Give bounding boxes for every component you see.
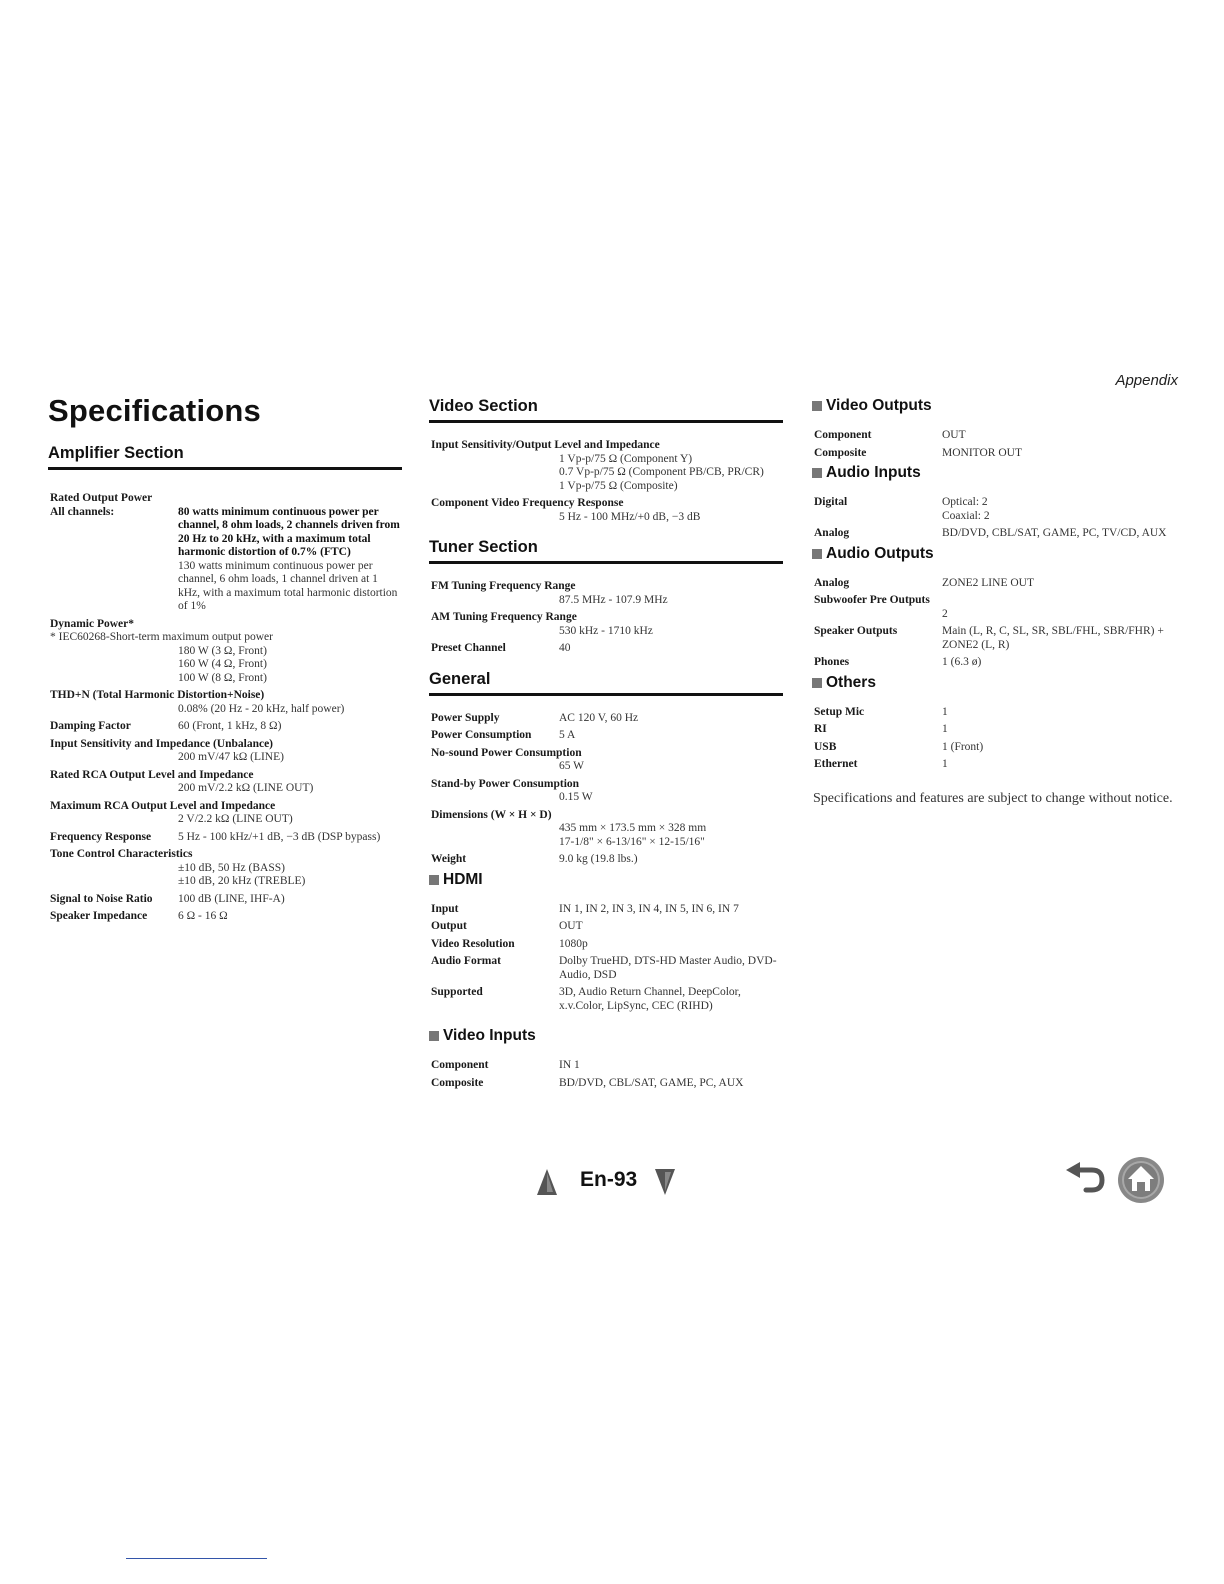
hdmi-audio-row (429, 955, 783, 982)
tone-control-value: ±10 dB, 20 kHz (TREBLE) (178, 875, 306, 887)
video-inputs-component-row (429, 1059, 783, 1073)
fm-label: FM Tuning Frequency Range (431, 580, 576, 592)
video-section-heading: Video Section (429, 397, 783, 423)
speaker-impedance-row (48, 910, 402, 924)
hdmi-supported-value: 3D, Audio Return Channel, DeepColor, x.v.Color, LipSync, CEC (RIHD) (559, 986, 741, 1012)
footer-link-underline (126, 1558, 267, 1559)
standby-label: Stand-by Power Consumption (431, 777, 580, 790)
square-bullet-icon (812, 549, 822, 559)
tuner-section-heading: Tuner Section (429, 538, 783, 564)
setup-mic-label: Setup Mic (814, 705, 865, 718)
amplifier-section-heading: Amplifier Section (48, 444, 402, 470)
speaker-outputs-label: Speaker Outputs (814, 625, 898, 637)
standby-value: 0.15 W (559, 791, 593, 803)
appendix-label: Appendix (1115, 372, 1178, 389)
setup-mic-row (812, 706, 1178, 720)
usb-value: 1 (Front) (942, 740, 984, 753)
frequency-value: 5 Hz - 100 kHz/+1 dB, −3 dB (DSP bypass) (178, 830, 381, 843)
return-arrow-icon[interactable] (1064, 1160, 1108, 1198)
video-outputs-component-row (812, 429, 1178, 443)
input-sensitivity-label: Input Sensitivity and Impedance (Unbalance) (50, 737, 274, 750)
audio-outputs-heading (812, 545, 1178, 563)
input-sensitivity-value: 200 mV/47 kΩ (LINE) (178, 751, 284, 763)
video-outputs-composite-row (812, 447, 1178, 461)
right-column (812, 397, 1178, 808)
tone-control-label: Tone Control Characteristics (50, 848, 193, 860)
snr-value: 100 dB (LINE, IHF-A) (178, 892, 285, 905)
thd-label: THD+N (Total Harmonic Distortion+Noise) (50, 689, 265, 701)
dynamic-power-values (48, 645, 402, 686)
square-bullet-icon (812, 401, 822, 411)
usb-label: USB (814, 740, 837, 753)
weight-value: 9.0 kg (19.8 lbs.) (559, 853, 638, 865)
page-title: Specifications (48, 393, 261, 428)
nosound-label: No-sound Power Consumption (431, 746, 582, 759)
video-inputs-component-value: IN 1 (559, 1059, 580, 1071)
middle-column (429, 397, 783, 1094)
component-freq-label: Component Video Frequency Response (431, 497, 624, 509)
all-channels-value-bold: 80 watts minimum continuous power per channel, 8 ohm loads, 2 channels driven from 20 Hz to 20 kHz, with a maximum total harmonic distortion of 0.7% (FTC) (178, 505, 400, 558)
dynamic-power-note: * IEC60268-Short-term maximum output power (50, 631, 273, 643)
weight-label: Weight (431, 853, 467, 865)
hdmi-input-value: IN 1, IN 2, IN 3, IN 4, IN 5, IN 6, IN 7 (559, 902, 739, 915)
video-input-sensitivity-value: 1 Vp-p/75 Ω (Composite) (559, 479, 678, 492)
power-consumption-row (429, 729, 783, 743)
video-outputs-composite-label: Composite (814, 446, 867, 459)
audio-inputs-digital-row (812, 496, 1178, 523)
audio-outputs-heading-text: Audio Outputs (826, 544, 934, 562)
audio-outputs-analog-value: ZONE2 LINE OUT (942, 576, 1034, 589)
home-icon[interactable] (1116, 1155, 1166, 1205)
hdmi-audio-label: Audio Format (431, 955, 501, 967)
power-consumption-value: 5 A (559, 729, 576, 741)
square-bullet-icon (429, 1031, 439, 1041)
change-notice: Specifications and features are subject to change without notice. (813, 790, 1173, 806)
speaker-outputs-row (812, 625, 1178, 652)
others-heading-text: Others (826, 673, 876, 691)
video-inputs-composite-label: Composite (431, 1076, 484, 1089)
tone-control-values (48, 862, 402, 889)
hdmi-resolution-label: Video Resolution (431, 937, 515, 950)
power-supply-label: Power Supply (431, 711, 500, 724)
hdmi-resolution-row (429, 938, 783, 952)
up-arrow-icon[interactable] (536, 1168, 558, 1196)
dynamic-power-label: Dynamic Power* (50, 617, 134, 630)
down-arrow-icon[interactable] (654, 1168, 676, 1196)
hdmi-supported-row (429, 986, 783, 1013)
audio-inputs-digital-label: Digital (814, 496, 848, 508)
weight-row (429, 853, 783, 867)
dimensions-values (429, 822, 783, 849)
general-section-heading: General (429, 670, 783, 696)
dimensions-value: 435 mm × 173.5 mm × 328 mm (559, 822, 707, 834)
am-label: AM Tuning Frequency Range (431, 611, 577, 623)
snr-row (48, 893, 402, 907)
video-inputs-component-label: Component (431, 1059, 489, 1071)
damping-label: Damping Factor (50, 720, 131, 732)
video-inputs-heading-text: Video Inputs (443, 1027, 536, 1044)
all-channels-label: All channels: (50, 505, 115, 518)
phones-row (812, 656, 1178, 670)
preset-value: 40 (559, 642, 571, 654)
video-input-sensitivity-value: 1 Vp-p/75 Ω (Component Y) (559, 452, 693, 465)
frequency-row (48, 831, 402, 845)
ri-row (812, 723, 1178, 737)
others-heading (812, 674, 1178, 692)
all-channels-value-normal: 130 watts minimum continuous power per channel, 6 ohm loads, 1 channel driven at 1 kHz, with a maximum total harmonic distortion of 1% (178, 559, 398, 612)
ri-label: RI (814, 723, 827, 735)
phones-value: 1 (6.3 ø) (942, 656, 982, 668)
video-outputs-component-value: OUT (942, 429, 966, 441)
thd-value: 0.08% (20 Hz - 20 kHz, half power) (178, 702, 345, 715)
usb-row (812, 741, 1178, 755)
hdmi-output-label: Output (431, 920, 467, 932)
hdmi-output-row (429, 920, 783, 934)
preset-row (429, 642, 783, 656)
speaker-outputs-value: Main (L, R, C, SL, SR, SBL/FHL, SBR/FHR) + ZONE2 (L, R) (942, 625, 1164, 651)
power-supply-value: AC 120 V, 60 Hz (559, 711, 639, 724)
speaker-impedance-label: Speaker Impedance (50, 910, 148, 922)
subwoofer-value: 2 (942, 607, 948, 620)
dynamic-power-value: 100 W (8 Ω, Front) (178, 671, 267, 684)
ethernet-value: 1 (942, 758, 948, 770)
preset-label: Preset Channel (431, 642, 506, 654)
max-rca-label: Maximum RCA Output Level and Impedance (50, 799, 276, 812)
dynamic-power-value: 180 W (3 Ω, Front) (178, 644, 267, 657)
hdmi-audio-value: Dolby TrueHD, DTS-HD Master Audio, DVD-Audio, DSD (559, 955, 777, 981)
video-outputs-heading-text: Video Outputs (826, 397, 932, 414)
audio-inputs-analog-value: BD/DVD, CBL/SAT, GAME, PC, TV/CD, AUX (942, 527, 1167, 539)
max-rca-value: 2 V/2.2 kΩ (LINE OUT) (178, 813, 293, 825)
am-value: 530 kHz - 1710 kHz (559, 624, 653, 637)
power-consumption-label: Power Consumption (431, 729, 532, 741)
square-bullet-icon (812, 468, 822, 478)
audio-inputs-digital-value: Optical: 2 (942, 496, 988, 508)
ri-value: 1 (942, 723, 948, 735)
damping-value: 60 (Front, 1 kHz, 8 Ω) (178, 720, 282, 732)
hdmi-heading-text: HDMI (443, 870, 483, 888)
tone-control-value: ±10 dB, 50 Hz (BASS) (178, 861, 285, 874)
dynamic-power-value: 160 W (4 Ω, Front) (178, 658, 267, 670)
video-outputs-heading (812, 397, 1178, 415)
damping-row (48, 720, 402, 734)
fm-value: 87.5 MHz - 107.9 MHz (559, 593, 668, 606)
audio-outputs-analog-row (812, 577, 1178, 591)
hdmi-input-row (429, 903, 783, 917)
ethernet-label: Ethernet (814, 758, 858, 770)
audio-inputs-digital-value: Coaxial: 2 (942, 509, 990, 522)
dimensions-label: Dimensions (W × H × D) (431, 808, 552, 821)
rated-output-label: Rated Output Power (50, 492, 153, 504)
video-input-sensitivity-values (429, 453, 783, 494)
power-supply-row (429, 712, 783, 726)
all-channels-row (48, 506, 402, 614)
page-number: En-93 (580, 1168, 638, 1191)
video-outputs-component-label: Component (814, 429, 872, 441)
audio-inputs-heading-text: Audio Inputs (826, 464, 921, 481)
audio-inputs-heading (812, 464, 1178, 482)
amplifier-column (48, 444, 402, 928)
frequency-label: Frequency Response (50, 830, 152, 843)
snr-label: Signal to Noise Ratio (50, 892, 153, 905)
audio-outputs-analog-label: Analog (814, 576, 850, 589)
speaker-impedance-value: 6 Ω - 16 Ω (178, 910, 228, 922)
subwoofer-label: Subwoofer Pre Outputs (814, 594, 930, 606)
dimensions-value: 17-1/8" × 6-13/16" × 12-15/16" (559, 835, 705, 848)
nosound-value: 65 W (559, 760, 585, 772)
hdmi-input-label: Input (431, 902, 459, 915)
setup-mic-value: 1 (942, 705, 948, 718)
component-freq-value: 5 Hz - 100 MHz/+0 dB, −3 dB (559, 510, 701, 523)
audio-inputs-analog-label: Analog (814, 527, 850, 539)
square-bullet-icon (812, 678, 822, 688)
hdmi-supported-label: Supported (431, 986, 483, 998)
square-bullet-icon (429, 875, 439, 885)
video-input-sensitivity-label: Input Sensitivity/Output Level and Impedance (431, 439, 660, 451)
phones-label: Phones (814, 656, 850, 668)
rca-output-label: Rated RCA Output Level and Impedance (50, 768, 254, 781)
video-inputs-heading (429, 1027, 783, 1045)
hdmi-heading (429, 871, 783, 889)
hdmi-output-value: OUT (559, 920, 583, 932)
rca-output-value: 200 mV/2.2 kΩ (LINE OUT) (178, 782, 314, 794)
audio-inputs-analog-row (812, 527, 1178, 541)
video-inputs-composite-row (429, 1077, 783, 1091)
video-inputs-composite-value: BD/DVD, CBL/SAT, GAME, PC, AUX (559, 1076, 744, 1089)
video-input-sensitivity-value: 0.7 Vp-p/75 Ω (Component PB/CB, PR/CR) (559, 466, 764, 478)
ethernet-row (812, 758, 1178, 772)
video-outputs-composite-value: MONITOR OUT (942, 446, 1022, 459)
hdmi-resolution-value: 1080p (559, 937, 588, 950)
